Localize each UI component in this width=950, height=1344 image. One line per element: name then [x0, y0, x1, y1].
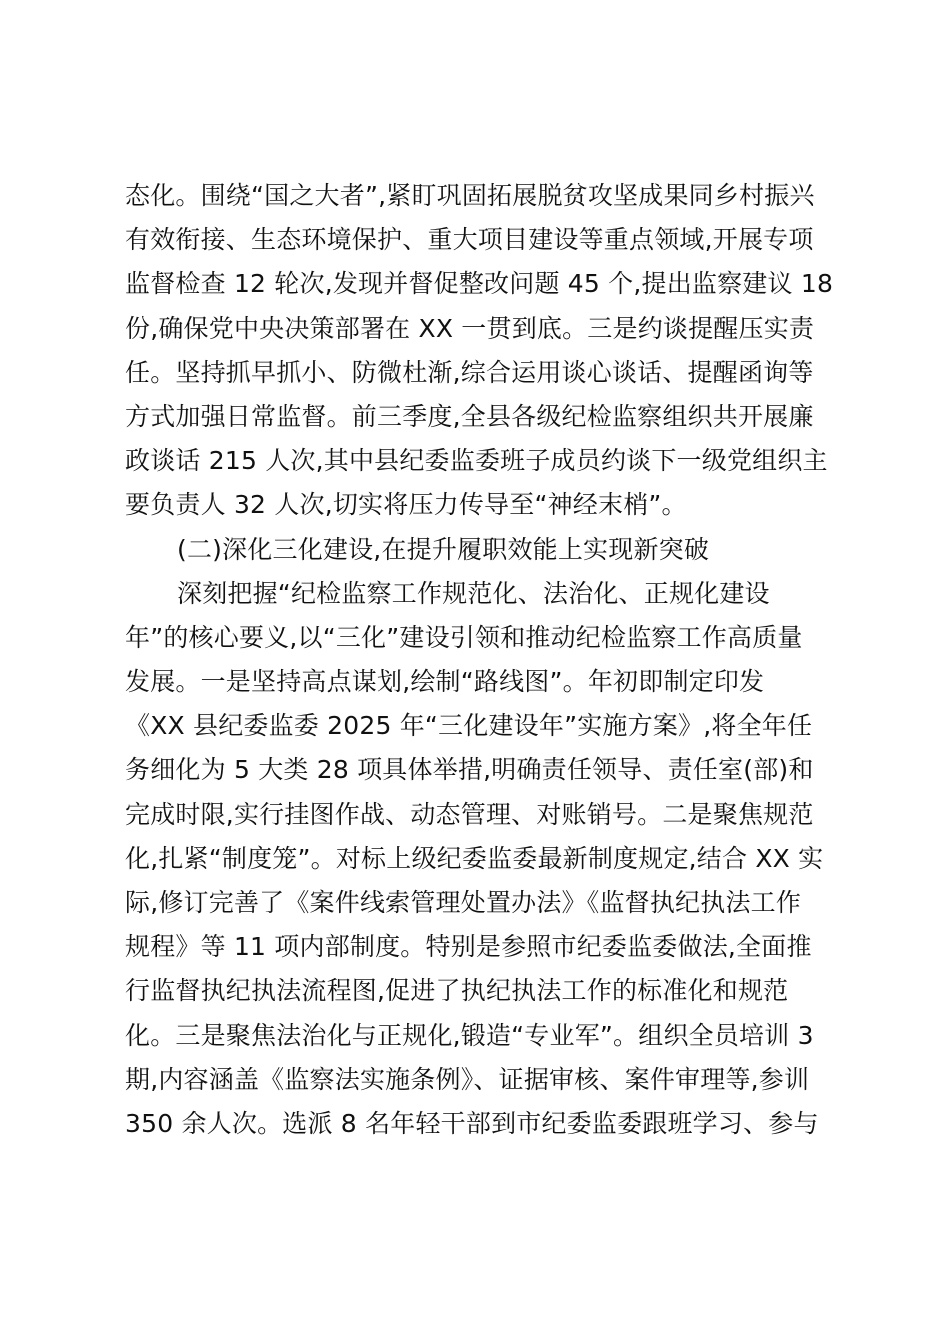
text-line: 规程》等 11 项内部制度。特别是参照市纪委监委做法,全面推 — [125, 932, 812, 962]
text-line: 化。三是聚焦法治化与正规化,锻造“专业军”。组织全员培训 3 — [125, 1020, 814, 1050]
section-heading: (二)深化三化建设,在提升履职效能上实现新突破 — [177, 534, 710, 564]
text-line: 《XX 县纪委监委 2025 年“三化建设年”实施方案》,将全年任 — [125, 711, 813, 741]
text-line: 深刻把握“纪检监察工作规范化、法治化、正规化建设 — [177, 578, 770, 608]
text-line: 态化。围绕“国之大者”,紧盯巩固拓展脱贫攻坚成果同乡村振兴 — [125, 181, 815, 210]
text-line: 务细化为 5 大类 28 项具体举措,明确责任领导、责任室(部)和 — [125, 755, 814, 785]
text-line: 方式加强日常监督。前三季度,全县各级纪检监察组织共开展廉 — [125, 401, 814, 431]
text-line: 完成时限,实行挂图作战、动态管理、对账销号。二是聚焦规范 — [125, 799, 814, 829]
text-line: 政谈话 215 人次,其中县纪委监委班子成员约谈下一级党组织主 — [125, 446, 828, 476]
text-line: 350 余人次。选派 8 名年轻干部到市纪委监委跟班学习、参与 — [125, 1108, 819, 1138]
text-line: 际,修订完善了《案件线索管理处置办法》《监督执纪执法工作 — [125, 888, 802, 917]
text-line: 要负责人 32 人次,切实将压力传导至“神经末梢”。 — [125, 490, 687, 520]
text-line: 行监督执纪执法流程图,促进了执纪执法工作的标准化和规范 — [125, 976, 789, 1006]
body-text — [125, 174, 845, 1146]
text-line: 份,确保党中央决策部署在 XX 一贯到底。三是约谈提醒压实责 — [125, 313, 815, 343]
text-line: 有效衔接、生态环境保护、重大项目建设等重点领域,开展专项 — [125, 225, 814, 255]
text-line: 监督检查 12 轮次,发现并督促整改问题 45 个,提出监察建议 18 — [125, 269, 834, 299]
text-line: 发展。一是坚持高点谋划,绘制“路线图”。年初即制定印发 — [125, 667, 765, 697]
text-line: 化,扎紧“制度笼”。对标上级纪委监委最新制度规定,结合 XX 实 — [125, 843, 824, 873]
text-line: 年”的核心要义,以“三化”建设引领和推动纪检监察工作高质量 — [125, 622, 803, 652]
text-line: 期,内容涵盖《监察法实施条例》、证据审核、案件审理等,参训 — [125, 1064, 810, 1094]
text-line: 任。坚持抓早抓小、防微杜渐,综合运用谈心谈话、提醒函询等 — [125, 357, 814, 387]
